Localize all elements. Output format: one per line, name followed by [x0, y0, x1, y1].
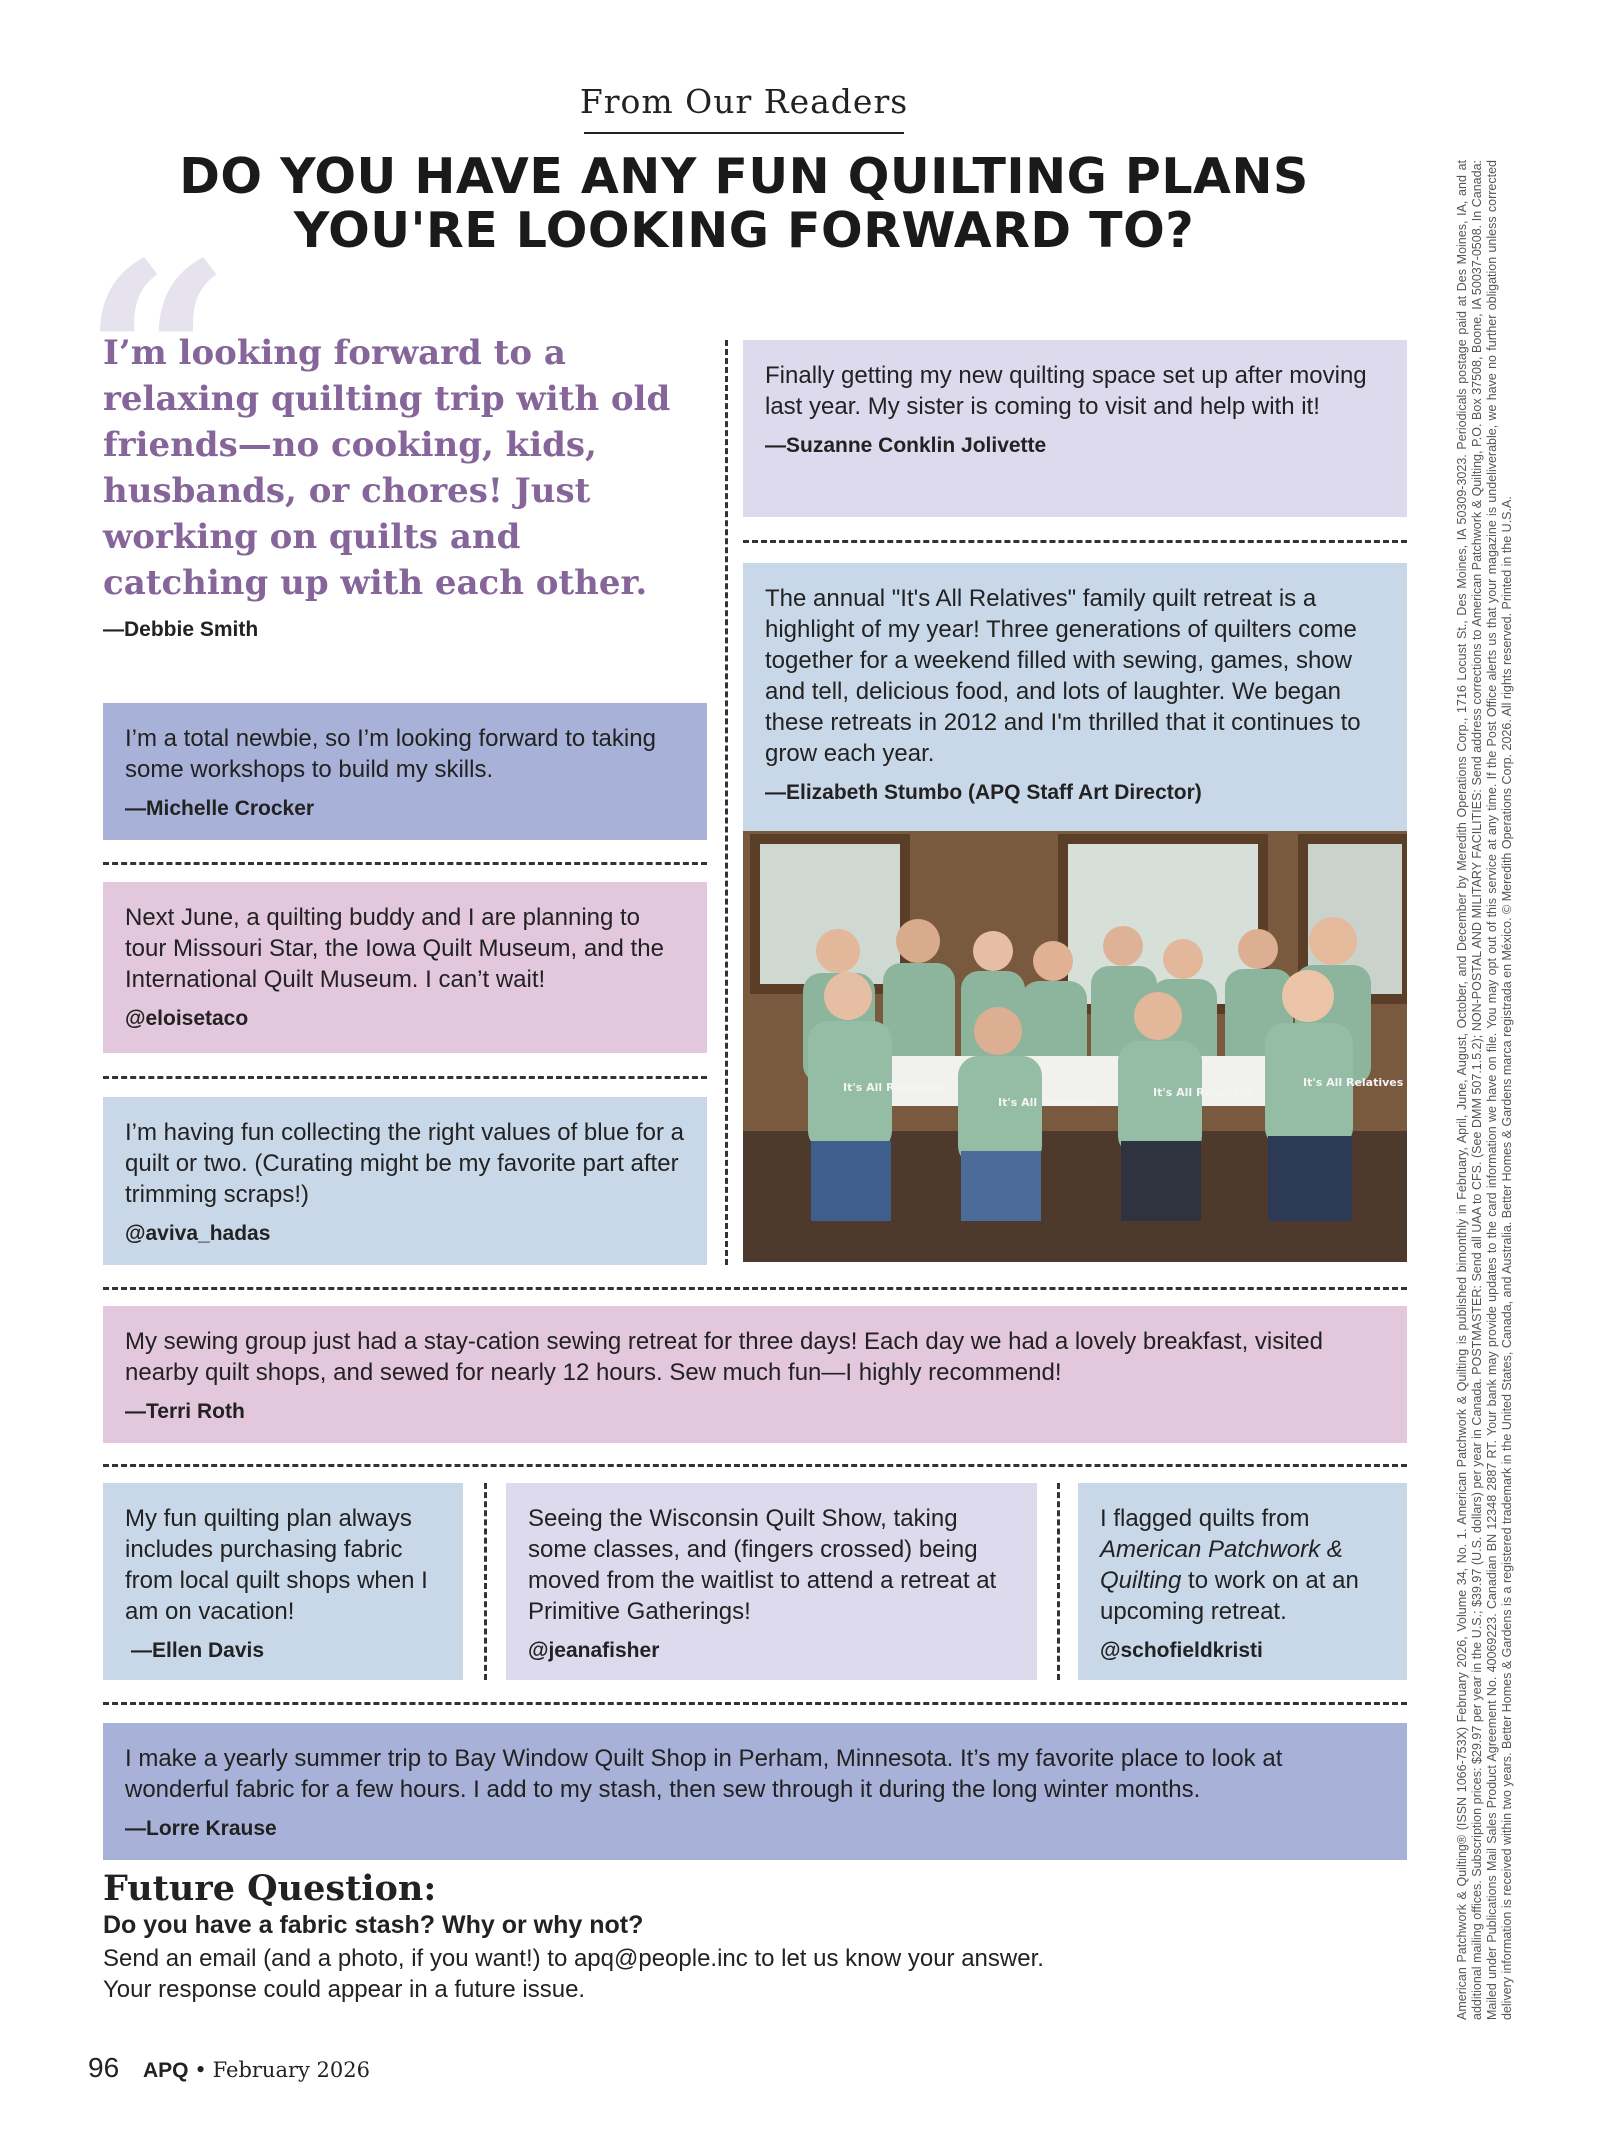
card-attribution: @aviva_hadas [125, 1222, 271, 1245]
page-number: 96 [88, 2052, 120, 2083]
instructions-line-2: Your response could appear in a future issue. [103, 1976, 586, 2003]
row-divider [103, 1287, 1407, 1290]
section-kicker: From Our Readers [579, 82, 909, 121]
publication-name: APQ [143, 2059, 189, 2082]
title-line-1: DO YOU HAVE ANY FUN QUILTING PLANS [179, 148, 1309, 205]
column-divider [725, 340, 728, 1265]
featured-quote-attribution: —Debbie Smith [103, 618, 259, 641]
card-text-end: to work on at an upcoming retreat. [1100, 1567, 1359, 1625]
row-divider [103, 1464, 1407, 1467]
legal-notice-container [1455, 160, 1545, 2020]
card-text: I’m a total newbie, so I’m looking forward to taking some workshops to build my skills. [125, 725, 656, 783]
column-divider [484, 1483, 487, 1680]
card-terri [103, 1306, 1407, 1443]
card-attribution: —Lorre Krause [125, 1817, 277, 1840]
issue-date: February 2026 [212, 2058, 370, 2082]
row-divider [103, 1076, 707, 1079]
card-attribution: @schofieldkristi [1100, 1639, 1263, 1662]
instructions-line-1: Send an email (and a photo, if you want!) to apq@people.inc to let us know your answer. [103, 1945, 1044, 1972]
future-question: Do you have a fabric stash? Why or why not? [103, 1911, 644, 1939]
card-jeanafisher [506, 1483, 1037, 1680]
card-text: Next June, a quilting buddy and I are planning to tour Missouri Star, the Iowa Quilt Museum, and the International Quilt Museum. I can’t wait! [125, 904, 664, 993]
card-text: Seeing the Wisconsin Quilt Show, taking some classes, and (fingers crossed) being moved from the waitlist to attend a retreat at Primitive Gatherings! [528, 1505, 997, 1625]
card-attribution: —Elizabeth Stumbo (APQ Staff Art Director) [765, 781, 1202, 804]
card-text [1100, 1503, 1385, 1627]
card-aviva [103, 1097, 707, 1265]
card-attribution: —Ellen Davis [131, 1639, 265, 1662]
card-attribution: @jeanafisher [528, 1639, 660, 1662]
card-text: I’m having fun collecting the right values of blue for a quilt or two. (Curating might be my favorite part after trimming scraps!) [125, 1119, 684, 1208]
shirt-print-text: It's All Relatives [1153, 1086, 1254, 1099]
row-divider [103, 1702, 1407, 1705]
card-lorre [103, 1723, 1407, 1860]
future-question-heading: Future Question: [103, 1868, 437, 1909]
card-attribution: —Suzanne Conklin Jolivette [765, 434, 1047, 457]
card-text-start: I flagged quilts from [1100, 1505, 1310, 1532]
card-elizabeth [743, 563, 1407, 831]
featured-quote-text: I’m looking forward to a relaxing quilting trip with old friends—no cooking, kids, husbands, or chores! Just working on quilts and catching up with each other. [103, 333, 671, 603]
kicker-underline [584, 132, 904, 134]
row-divider [103, 862, 707, 865]
legal-notice: American Patchwork & Quilting® (ISSN 1066-753X) February 2026, Volume 34, No. 1. American Patchwork & Quilting is published bimonthly in February, April, June, August, October, and December by Meredith Operations Corp., 1716 Locust St., Des Moines, IA 50309-3023. Periodicals postage paid at Des Moines, IA, and at additional mailing offices. Subscription prices: $29.97 per year in the U.S.; $39.97 (U.S. dollars) per year in Canada. POSTMASTER: Send all UAA to CFS. (See DMM 507.1.5.2); NON-POSTAL AND MILITARY FACILITIES: Send address corrections to American Patchwork & Quilting, P.O. Box 37508, Boone, IA 50037-0508. In Canada: Mailed under Publications Mail Sales Product Agreement No. 40069223. Canadian BN 12348 2887 RT. Your bank may provide updates to the card information we have on file. You may opt out of this service at any time. If the Post Office alerts us that your magazine is undeliverable, we have no further obligation unless corrected delivery information is received within two years. Better Homes & Gardens is a registered trademark in the United States, Canada, and Australia. Better Homes & Gardens marca registrada en México. © Meredith Operations Corp. 2026. All rights reserved. Printed in the U.S.A. [1455, 160, 1514, 2020]
group-photo [743, 831, 1407, 1262]
card-text: Finally getting my new quilting space set up after moving last year. My sister is coming to visit and help with it! [765, 362, 1367, 420]
card-text: The annual "It's All Relatives" family quilt retreat is a highlight of my year! Three generations of quilters come together for a weekend filled with sewing, games, show and tell, delicious food, and lots of laughter. We began these retreats in 2012 and I'm thrilled that it continues to grow each year. [765, 585, 1361, 767]
shirt-print-text: It's All Relatives [843, 1081, 944, 1094]
card-michelle [103, 703, 707, 840]
card-attribution: —Terri Roth [125, 1400, 245, 1423]
magazine-title: American Patchwork & Quilting [1100, 1536, 1343, 1594]
card-ellen [103, 1483, 463, 1680]
card-suzanne [743, 340, 1407, 517]
shirt-print-text: It's All Relatives [1303, 1076, 1404, 1089]
card-text: My fun quilting plan always includes purchasing fabric from local quilt shops when I am on vacation! [125, 1505, 428, 1625]
folio-separator: • [194, 2058, 207, 2082]
title-line-2: YOU'RE LOOKING FORWARD TO? [293, 202, 1195, 259]
future-question-instructions [103, 1943, 1283, 2005]
card-text: My sewing group just had a stay-cation sewing retreat for three days! Each day we had a lovely breakfast, visited nearby quilt shops, and sewed for nearly 12 hours. Sew much fun—I highly recommend! [125, 1328, 1323, 1386]
quote-mark-icon: “ [82, 207, 232, 512]
card-attribution: @eloisetaco [125, 1007, 249, 1030]
folio-label [143, 2058, 370, 2083]
shirt-print-text: It's All Relatives [998, 1096, 1099, 1109]
group-photo-illustration [743, 831, 1407, 1262]
row-divider [743, 540, 1407, 543]
card-schofield [1078, 1483, 1407, 1680]
column-divider [1057, 1483, 1060, 1680]
card-eloisetaco [103, 882, 707, 1053]
card-attribution: —Michelle Crocker [125, 797, 315, 820]
card-text: I make a yearly summer trip to Bay Window Quilt Shop in Perham, Minnesota. It’s my favorite place to look at wonderful fabric for a few hours. I add to my stash, then sew through it during the long winter months. [125, 1745, 1283, 1803]
